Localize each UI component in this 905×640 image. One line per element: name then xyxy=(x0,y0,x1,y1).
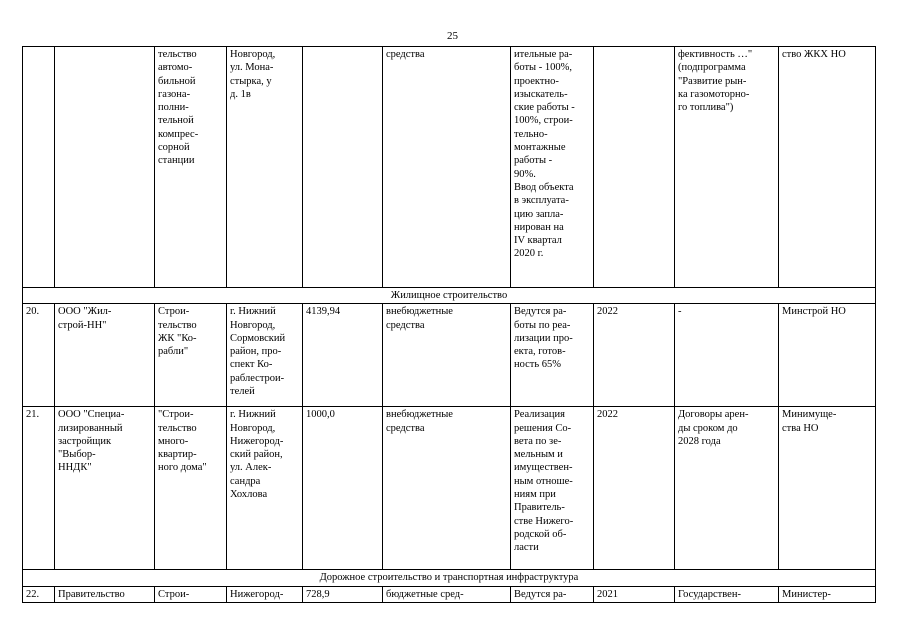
cell-company: Правительство xyxy=(55,586,155,602)
investment-projects-table xyxy=(22,46,876,603)
cell-year xyxy=(594,47,675,288)
cell-company xyxy=(55,47,155,288)
cell-project-name: Строи- тельство ЖК "Ко- рабли" xyxy=(155,304,227,407)
cell-status: Реализация решения Со- вета по зе- мельным и имуществен- ным отноше- ниям при Правитель- стве Нижего- родской об- ласти xyxy=(511,407,594,570)
cell-amount: 1000,0 xyxy=(303,407,383,570)
cell-source: внебюджетные средства xyxy=(383,304,511,407)
cell-measures: Договоры арен- ды сроком до 2028 года xyxy=(675,407,779,570)
cell-num: 21. xyxy=(23,407,55,570)
table-row xyxy=(23,407,876,570)
cell-project-name: тельство автомо- бильной газона- полни- тельной компрес- сорной станции xyxy=(155,47,227,288)
cell-project-name: "Строи- тельство много- квартир- ного дома" xyxy=(155,407,227,570)
cell-measures: Государствен- xyxy=(675,586,779,602)
cell-project-name: Строи- xyxy=(155,586,227,602)
page-number: 25 xyxy=(447,30,458,42)
cell-responsible: Минстрой НО xyxy=(779,304,876,407)
cell-status: ительные ра- боты - 100%, проектно- изыскатель- ские работы - 100%, строи- тельно- монтажные работы - 90%. Ввод объекта в эксплуата- цию запла- нирован на IV квартал 2020 г. xyxy=(511,47,594,288)
cell-year: 2022 xyxy=(594,407,675,570)
cell-source: бюджетные сред- xyxy=(383,586,511,602)
cell-responsible: Министер- xyxy=(779,586,876,602)
cell-responsible: ство ЖКХ НО xyxy=(779,47,876,288)
table-row xyxy=(23,586,876,602)
cell-address: г. Нижний Новгород, Нижегород- ский район, ул. Алек- сандра Хохлова xyxy=(227,407,303,570)
cell-amount: 4139,94 xyxy=(303,304,383,407)
cell-company: ООО "Жил- строй-НН" xyxy=(55,304,155,407)
cell-responsible: Минимуще- ства НО xyxy=(779,407,876,570)
cell-status: Ведутся ра- боты по реа- лизации про- екта, готов- ность 65% xyxy=(511,304,594,407)
cell-amount: 728,9 xyxy=(303,586,383,602)
cell-year: 2022 xyxy=(594,304,675,407)
cell-source: средства xyxy=(383,47,511,288)
cell-status: Ведутся ра- xyxy=(511,586,594,602)
cell-num: 22. xyxy=(23,586,55,602)
cell-num xyxy=(23,47,55,288)
cell-company: ООО "Специа- лизированный застройщик "Выбор- ННДК" xyxy=(55,407,155,570)
section-title-roads: Дорожное строительство и транспортная инфраструктура xyxy=(23,570,876,586)
section-row xyxy=(23,570,876,586)
cell-address: Новгород, ул. Мона- стырка, у д. 1в xyxy=(227,47,303,288)
table-row xyxy=(23,304,876,407)
cell-source: внебюджетные средства xyxy=(383,407,511,570)
cell-measures: фективность …" (подпрограмма "Развитие рын- ка газомоторно- го топлива") xyxy=(675,47,779,288)
table-row xyxy=(23,47,876,288)
cell-amount xyxy=(303,47,383,288)
cell-address: г. Нижний Новгород, Сормовский район, про- спект Ко- раблестрои- телей xyxy=(227,304,303,407)
cell-year: 2021 xyxy=(594,586,675,602)
section-row xyxy=(23,288,876,304)
cell-num: 20. xyxy=(23,304,55,407)
cell-measures: - xyxy=(675,304,779,407)
cell-address: Нижегород- xyxy=(227,586,303,602)
section-title-housing: Жилищное строительство xyxy=(23,288,876,304)
